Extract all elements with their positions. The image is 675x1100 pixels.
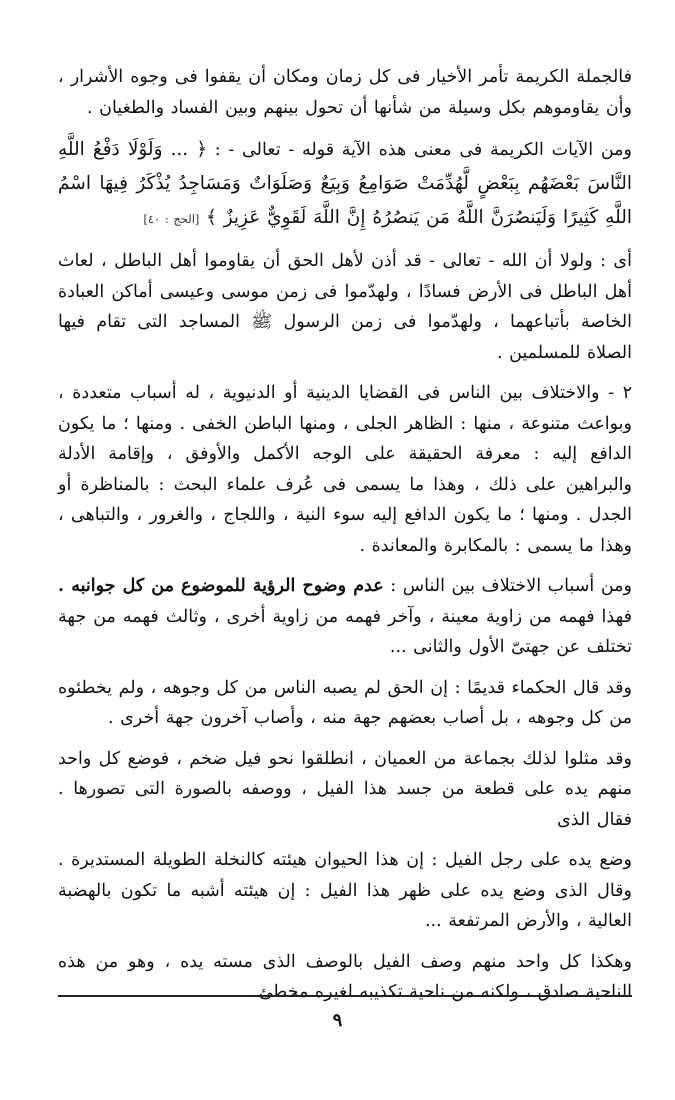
paragraph-4: ٢ - والاختلاف بين الناس فى القضايا الدينية أو الدنيوية ، له أسباب متعددة ، وبواعث متنوعة ، منها : الظاهر الجلى ، ومنها الباطن الخفى . ومنها ؛ ما يكون الدافع إليه : معرفة الحقيقة على الوجه الأكمل والأوفق ، وإقامة الأدلة والبراهين على ذلك ، وهذا ما يسمى فى عُرف علماء البحث : بالمناظرة أو الجدل . ومنها ؛ ما يكون الدافع إليه سوء النية ، واللجاج ، والغرور ، والتباهى ، وهذا ما يسمى : بالمكابرة والمعاندة .	[58, 383, 632, 556]
footer-rule	[58, 995, 632, 997]
paragraph-3: أى : ولولا أن الله - تعالى - قد أذن لأهل الحق أن يقاوموا أهل الباطل ، لعاث أهل الباطل فى الأرض فسادًا ، ولهدّموا فى زمن موسى وعيسى أماكن العبادة الخاصة بأتباعهما ، ولهدّموا فى زمن الرسول ﷺ المساجد التى تقام فيها الصلاة للمسلمين .	[58, 251, 632, 363]
paragraph-5-emphasis: عدم وضوح الرؤية للموضوع من كل جوانبه .	[58, 576, 384, 596]
paragraph-8: وضع يده على رجل الفيل : إن هذا الحيوان هيئته كالنخلة الطويلة المستديرة . وقال الذى وضع يده على ظهر هذا الفيل : إن هيئته أشبه ما تكون بالهضبة العالية ، والأرض المرتفعة ...	[58, 850, 632, 931]
paragraph-5-rest: فهذا فهمه من زاوية معينة ، وآخر فهمه من زاوية أخرى ، وثالث فهمه من جهة تختلف عن جهتىّ الأول والثانى ...	[58, 606, 632, 657]
paragraph-7: وقد مثلوا لذلك بجماعة من العميان ، انطلقوا نحو فيل ضخم ، فوضع كل واحد منهم يده على قطعة من جسد هذا الفيل ، ووصفه بالصورة التى تصورها . فقال الذى	[58, 748, 632, 830]
paragraph-1: فالجملة الكريمة تأمر الأخيار فى كل زمان ومكان أن يقفوا فى وجوه الأشرار ، وأن يقاوموهم بكل وسيلة من شأنها أن تحول بينهم وبين الفساد والطغيان .	[58, 67, 632, 118]
page-number: ٩	[332, 1010, 343, 1031]
paragraph-6: وقد قال الحكماء قديمًا : إن الحق لم يصبه الناس من كل وجوهه ، ولم يخطئوه من كل وجوهه ، بل أصاب بعضهم جهة منه ، وأصاب آخرون جهة أخرى .	[58, 677, 632, 728]
paragraph-verse	[58, 133, 632, 236]
paragraph-5	[58, 571, 632, 663]
verse-reference: [الحج : ٤٠]	[143, 212, 200, 226]
page-body	[58, 62, 632, 1018]
paragraph-5-lead: ومن أسباب الاختلاف بين الناس :	[390, 576, 632, 596]
paragraph-9: وهكذا كل واحد منهم وصف الفيل بالوصف الذى مسته يده ، وهو من هذه الناحية صادق ، ولكنه من ناحية تكذيبه لغيره مخطئ .	[58, 951, 632, 1002]
quran-verse: ﴿ ... وَلَوْلَا دَفْعُ اللَّهِ النَّاسَ بَعْضَهُم بِبَعْضٍ لَّهُدِّمَتْ صَوَامِعُ وَبِيَعٌ وَصَلَوَاتٌ وَمَسَاجِدُ يُذْكَرُ فِيهَا اسْمُ اللَّهِ كَثِيرًا وَلَيَنصُرَنَّ اللَّهُ مَن يَنصُرُهُ إِنَّ اللَّهَ لَقَوِيٌّ عَزِيزٌ ﴾	[58, 139, 632, 228]
verse-intro: ومن الآيات الكريمة فى معنى هذه الآية قوله - تعالى - :	[214, 140, 632, 160]
